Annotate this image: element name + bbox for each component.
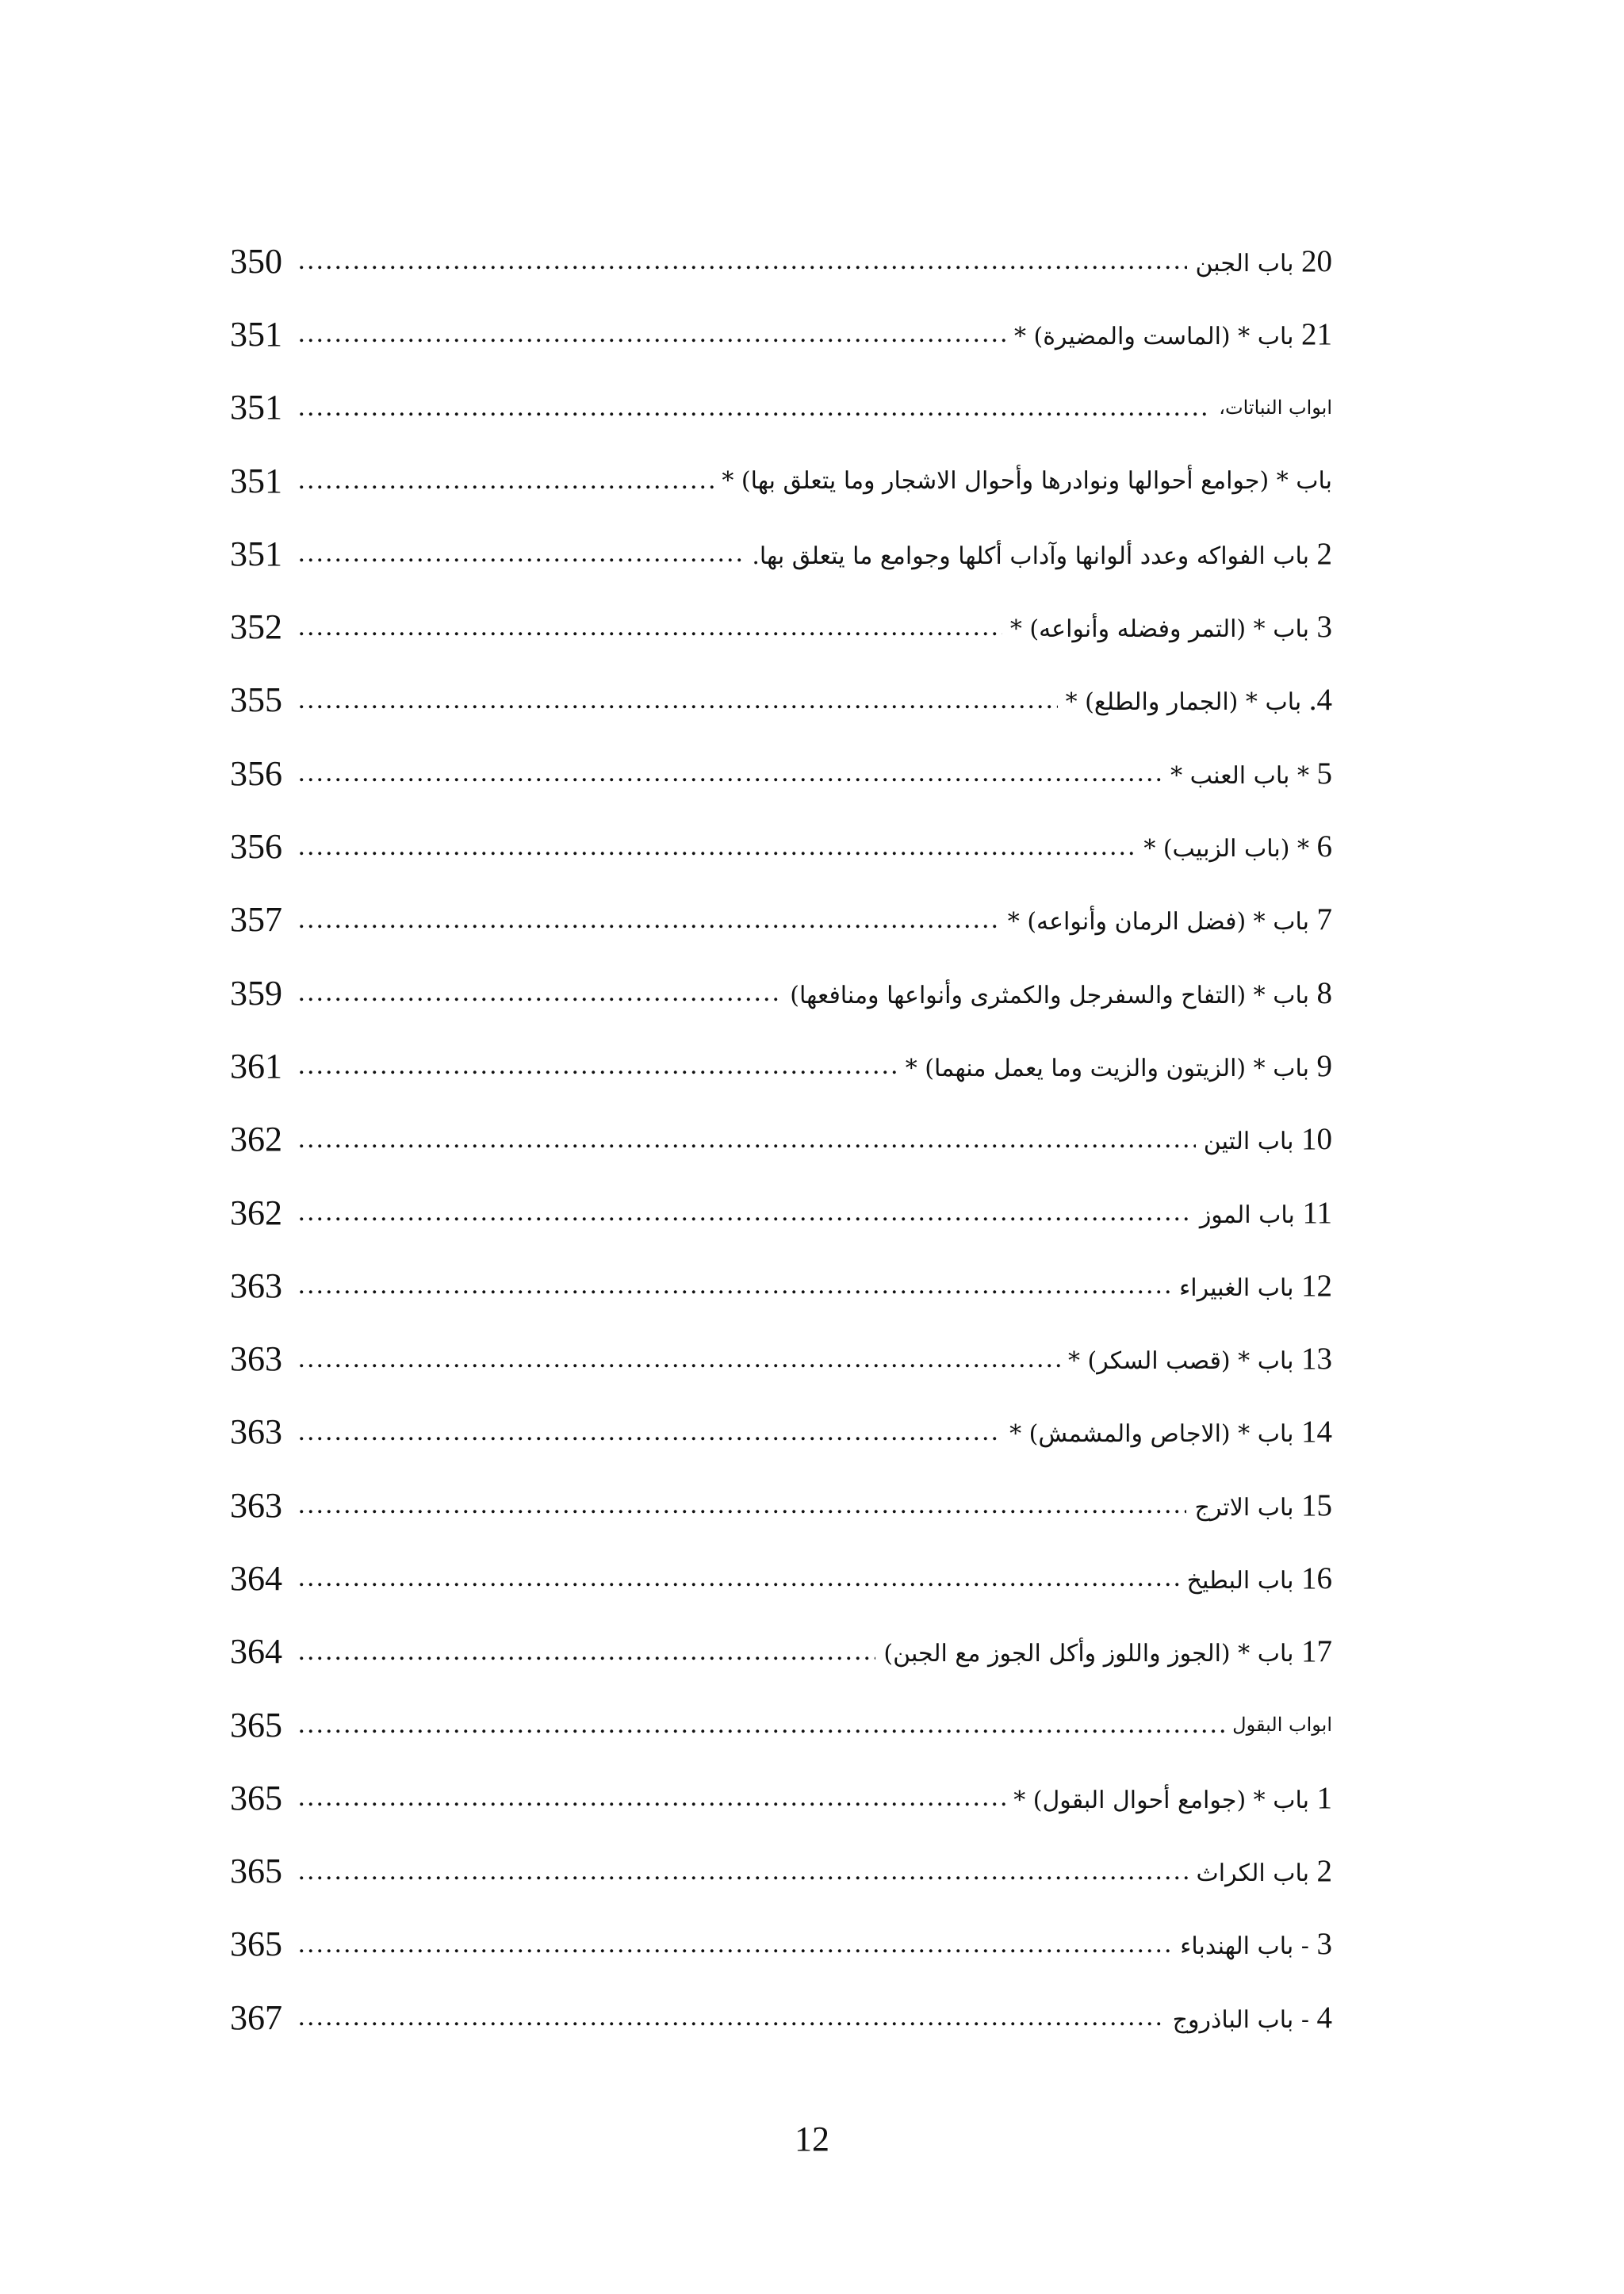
toc-entry-page: 362 [230,1120,282,1159]
toc-entry-page: 363 [230,1339,282,1379]
toc-entry-title [1009,1780,1332,1816]
toc-entry-title [1189,1488,1332,1523]
toc-entry-text: باب الغبيراء [1179,1273,1294,1302]
toc-entry-number: 1 [1316,1780,1332,1815]
toc-entry-page: 356 [230,827,282,867]
toc-entry-page: 361 [230,1046,282,1086]
toc-entry [230,1176,1332,1249]
dot-leader [298,1709,1224,1741]
toc-entry-text: باب الجبن [1195,249,1294,278]
toc-entry-number: 8 [1316,975,1332,1010]
toc-entry [230,590,1332,663]
dot-leader [298,1197,1192,1228]
toc-entry-text: باب * (التمر وفضله وأنواعه) * [1009,615,1309,644]
dot-leader [298,1782,1005,1813]
toc-entry-title [1228,1714,1332,1736]
toc-entry-title [785,975,1332,1011]
toc-entry-text: باب * (جوامع أحوالها ونوادرها وأحوال الاشجار وما يتعلق بها) * [722,466,1332,495]
dot-leader [298,977,782,1009]
toc-entry-number: 11 [1302,1195,1332,1230]
toc-entry [230,883,1332,956]
toc-entry-page: 363 [230,1485,282,1525]
toc-entry-number: 17 [1301,1634,1332,1669]
toc-entry-text: باب * (الزيتون والزيت وما يعمل منهما) * [905,1054,1309,1082]
toc-entry [230,737,1332,810]
toc-entry-page: 364 [230,1558,282,1598]
toc-entry-title [1139,829,1332,864]
toc-entry-title [1190,243,1332,279]
dot-leader [298,1928,1172,1960]
toc-entry-title [1182,1561,1332,1596]
toc-entry-title [1009,316,1332,352]
toc-entry-number: 10 [1301,1122,1332,1157]
toc-entry [230,1249,1332,1322]
toc-entry [230,956,1332,1029]
toc-entry-text: باب التين [1203,1128,1294,1156]
toc-entry [230,1908,1332,1981]
toc-entry-title [1003,902,1332,937]
toc-entry-number: 20 [1301,243,1332,278]
toc-entry-text: باب * (التفاح والسفرجل والكمثرى وأنواعها ومنافعها) [790,981,1309,1009]
dot-leader [298,2001,1165,2033]
toc-entry-title [1061,682,1332,718]
toc-entry-text: - باب الباذروج [1172,2005,1309,2034]
dot-leader [298,1416,1002,1448]
dot-leader [298,831,1136,863]
toc-entry-number: 9 [1316,1048,1332,1083]
toc-entry-title [1214,396,1332,419]
toc-entry-number: 21 [1301,316,1332,351]
toc-entry-page: 363 [230,1412,282,1452]
toc-entry-number: 6 [1316,829,1332,864]
page-number: 12 [795,2120,829,2158]
toc-entry-number: 3 [1316,1927,1332,1962]
dot-leader [298,1050,898,1082]
toc-entry-text: * باب العنب * [1170,761,1309,790]
toc-entry-number: 4. [1308,683,1332,718]
toc-entry-number: 3 [1316,610,1332,645]
toc-entry-page: 355 [230,680,282,720]
toc-entry-page: 356 [230,753,282,793]
toc-entry [230,1981,1332,2054]
toc-entry [230,810,1332,883]
toc-entry-number: 4 [1316,2000,1332,2035]
toc-entry-page: 351 [230,314,282,354]
dot-leader [298,1124,1196,1155]
toc-entry-text: باب * (جوامع أحوال البقول) * [1013,1786,1309,1814]
toc-entry [230,1541,1332,1614]
toc-entry-title [747,536,1332,572]
toc-entry-title [1195,1195,1332,1231]
toc-entry-title [1192,1853,1333,1889]
toc-entry [230,371,1332,444]
toc-entry-number: 13 [1301,1342,1332,1377]
toc-entry [230,1688,1332,1761]
toc-entry-text: باب * (الجمار والطلع) * [1065,688,1302,717]
dot-leader [298,245,1187,277]
toc-entry-number: 12 [1301,1268,1332,1303]
dot-leader [298,1636,875,1668]
toc-entry-text: باب * (الماست والمضيرة) * [1013,322,1294,350]
toc-entry-title [1005,609,1332,645]
toc-entry-page: 367 [230,1997,282,2037]
toc-entry [230,1615,1332,1688]
toc-entry-page: 351 [230,388,282,427]
toc-entry-text: باب الموز [1199,1201,1295,1229]
toc-entry [230,1469,1332,1541]
toc-entry-page: 365 [230,1852,282,1891]
toc-entry-page: 359 [230,973,282,1013]
toc-entry-page: 357 [230,900,282,940]
toc-entry [230,664,1332,737]
dot-leader [298,392,1211,423]
toc-entry-title [1175,1926,1332,1962]
dot-leader [298,1855,1189,1887]
toc-entry-number: 2 [1316,536,1332,571]
toc-entry [230,224,1332,297]
toc-entry-number: 2 [1316,1854,1332,1889]
toc-entry-number: 5 [1316,756,1332,791]
table-of-contents [230,224,1332,2054]
toc-entry-page: 362 [230,1193,282,1232]
toc-entry [230,1835,1332,1908]
dot-leader [298,757,1162,789]
toc-entry-text: باب * (الاجاص والمشمش) * [1009,1420,1294,1449]
toc-entry-text: ابواب البقول [1232,1714,1332,1737]
toc-entry [230,1322,1332,1395]
toc-entry-page: 365 [230,1924,282,1964]
toc-entry-page: 363 [230,1266,282,1305]
toc-entry-text: باب الفواكه وعدد ألوانها وآداب أكلها وجوامع ما يتعلق بها. [752,542,1309,570]
toc-entry [230,1761,1332,1834]
toc-entry-page: 351 [230,534,282,573]
toc-entry-text: باب * (الجوز واللوز وأكل الجوز مع الجبن) [883,1640,1294,1668]
toc-entry-page: 364 [230,1632,282,1672]
toc-entry-page: 350 [230,241,282,281]
toc-entry-title [1199,1121,1332,1157]
toc-entry-page: 352 [230,607,282,647]
toc-entry [230,517,1332,590]
toc-entry-number: 7 [1316,902,1332,937]
toc-entry-text: باب * (قصب السكر) * [1067,1347,1294,1376]
dot-leader [298,1489,1186,1521]
toc-entry-text: باب الكراث [1196,1859,1309,1888]
toc-entry-title [717,467,1332,495]
toc-entry-number: 16 [1301,1561,1332,1595]
toc-entry [230,444,1332,517]
dot-leader [298,465,714,496]
toc-entry-title [1166,756,1332,791]
toc-entry-title [901,1048,1332,1084]
toc-entry [230,297,1332,370]
toc-entry-title [1174,1268,1332,1304]
toc-entry [230,1029,1332,1102]
dot-leader [298,1343,1060,1375]
toc-entry-text: باب البطيخ [1186,1566,1294,1595]
toc-entry-text: * (باب الزبيب) * [1143,835,1309,864]
dot-leader [298,538,744,569]
toc-entry-text: - باب الهندباء [1180,1932,1309,1961]
toc-entry-page: 365 [230,1705,282,1744]
toc-entry-title [1005,1414,1332,1450]
toc-entry-title [879,1633,1332,1669]
toc-entry-text: ابواب النباتات، [1219,396,1332,419]
toc-entry-number: 14 [1301,1415,1332,1450]
toc-entry-page: 365 [230,1778,282,1817]
toc-entry-text: باب الاترج [1194,1493,1294,1522]
dot-leader [298,1562,1179,1594]
dot-leader [298,318,1006,350]
dot-leader [298,904,1000,936]
toc-entry-title [1168,2000,1332,2035]
toc-entry-number: 15 [1301,1488,1332,1522]
dot-leader [298,1270,1171,1301]
toc-entry [230,1103,1332,1176]
toc-entry-title [1063,1341,1332,1377]
dot-leader [298,611,1002,643]
toc-entry [230,1396,1332,1469]
toc-entry-page: 351 [230,461,282,500]
dot-leader [298,684,1058,716]
toc-entry-text: باب * (فضل الرمان وأنواعه) * [1007,908,1309,936]
